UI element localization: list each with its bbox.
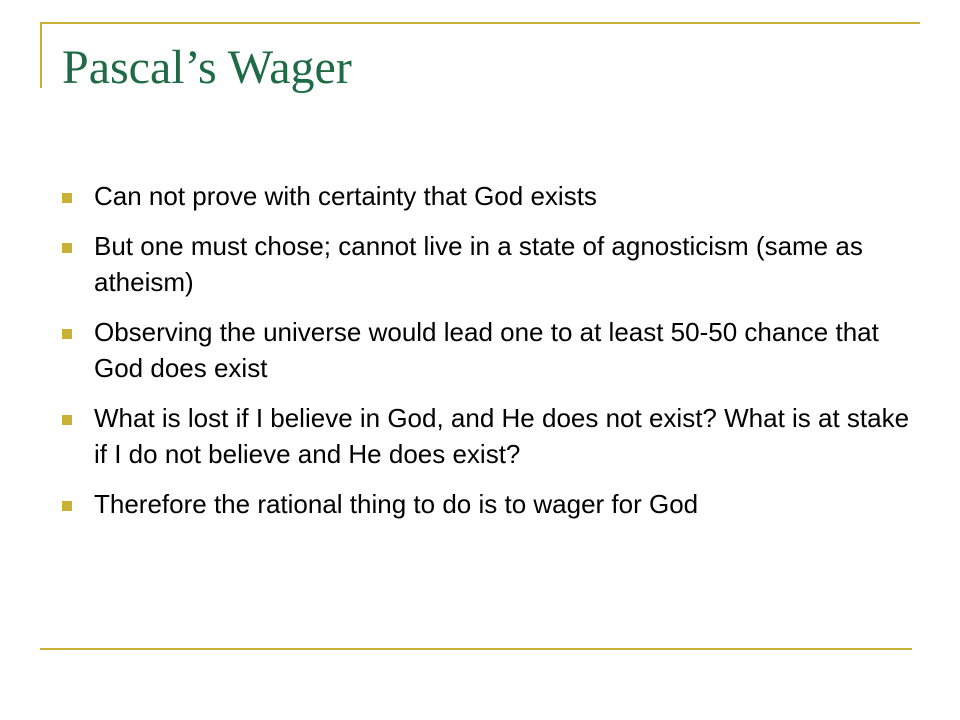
square-bullet-icon <box>62 193 72 203</box>
bullet-text: Observing the universe would lead one to at least 50-50 chance that God does exist <box>94 317 879 383</box>
bullet-list <box>62 178 912 536</box>
bullet-item <box>62 400 912 472</box>
bullet-text: Therefore the rational thing to do is to wager for God <box>94 489 699 519</box>
bottom-rule <box>40 648 912 650</box>
bullet-item <box>62 486 912 522</box>
bullet-text: Can not prove with certainty that God exists <box>94 181 597 211</box>
bullet-item <box>62 178 912 214</box>
bullet-item <box>62 314 912 386</box>
square-bullet-icon <box>62 243 72 253</box>
square-bullet-icon <box>62 329 72 339</box>
top-rule <box>40 22 920 24</box>
slide-title: Pascal’s Wager <box>62 41 352 94</box>
bullet-text: What is lost if I believe in God, and He does not exist? What is at stake if I do not believe and He does exist? <box>94 403 910 469</box>
left-rule <box>40 22 42 88</box>
square-bullet-icon <box>62 415 72 425</box>
bullet-item <box>62 228 912 300</box>
bullet-text: But one must chose; cannot live in a state of agnosticism (same as atheism) <box>94 231 863 297</box>
square-bullet-icon <box>62 501 72 511</box>
